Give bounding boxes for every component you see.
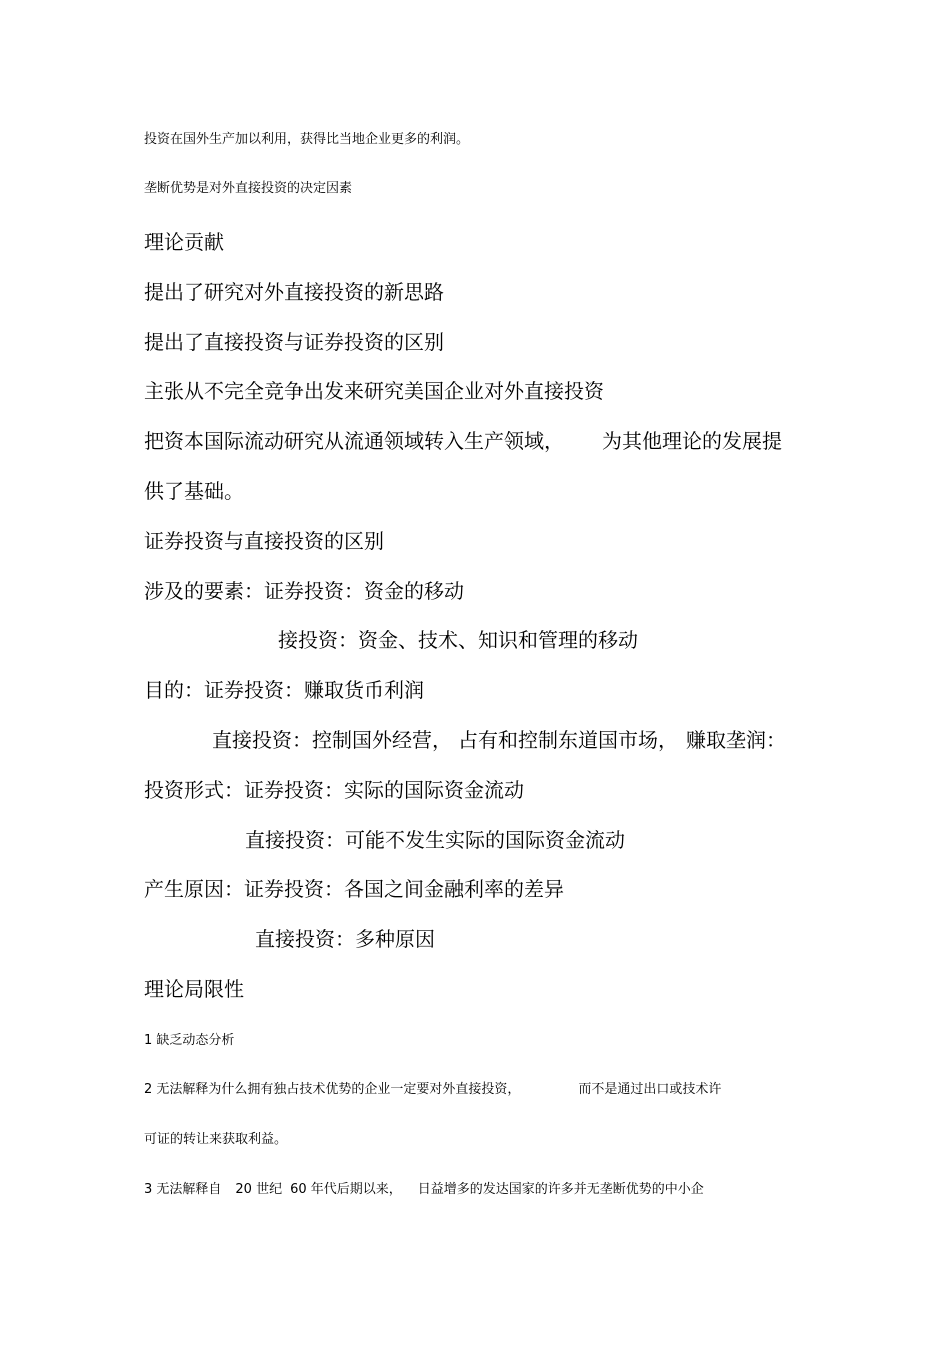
text-line: 垄断优势是对外直接投资的决定因素 [144, 181, 353, 196]
text-line [144, 1183, 704, 1196]
text-segment: 20 世纪 [235, 1182, 283, 1197]
text-line: 涉及的要素：证券投资：资金的移动 [144, 579, 464, 603]
text-line: 直接投资：多种原因 [255, 927, 435, 951]
text-line: 1 缺乏动态分析 [144, 1033, 235, 1048]
text-line [144, 431, 782, 451]
text-line: 目的：证券投资：赚取货币利润 [144, 678, 424, 702]
text-segment: 为其他理论的发展提 [602, 429, 782, 453]
text-line: 投资形式：证券投资：实际的国际资金流动 [144, 778, 524, 802]
text-line: 产生原因：证券投资：各国之间金融利率的差异 [144, 877, 564, 901]
text-segment: 赚取垄润： [686, 728, 786, 752]
text-line [212, 730, 786, 750]
text-segment: 直接投资：控制国外经营， [212, 728, 452, 752]
text-segment: 3 无法解释自 [144, 1182, 222, 1197]
text-segment: 占有和控制东道国市场， [458, 728, 678, 752]
text-segment: 而不是通过出口或技术许 [578, 1082, 722, 1097]
text-segment: 日益增多的发达国家的许多并无垄断优势的中小企 [417, 1182, 704, 1197]
text-line: 可证的转让来获取利益。 [144, 1132, 288, 1147]
text-line: 提出了研究对外直接投资的新思路 [144, 280, 444, 304]
text-line: 接投资：资金、技术、知识和管理的移动 [278, 628, 638, 652]
text-line: 直接投资：可能不发生实际的国际资金流动 [245, 828, 625, 852]
text-line [144, 1083, 721, 1096]
text-line: 投资在国外生产加以利用，获得比当地企业更多的利润。 [144, 132, 470, 147]
text-line: 供了基础。 [144, 479, 244, 503]
text-line: 主张从不完全竞争出发来研究美国企业对外直接投资 [144, 379, 604, 403]
section-heading: 理论贡献 [144, 230, 224, 254]
section-heading: 证券投资与直接投资的区别 [144, 529, 384, 553]
text-segment: 60 年代后期以来， [290, 1182, 402, 1197]
text-segment: 2 无法解释为什么拥有独占技术优势的企业一定要对外直接投资， [144, 1082, 521, 1097]
text-segment: 把资本国际流动研究从流通领域转入生产领域， [144, 429, 564, 453]
text-line: 提出了直接投资与证券投资的区别 [144, 330, 444, 354]
section-heading: 理论局限性 [144, 977, 244, 1001]
